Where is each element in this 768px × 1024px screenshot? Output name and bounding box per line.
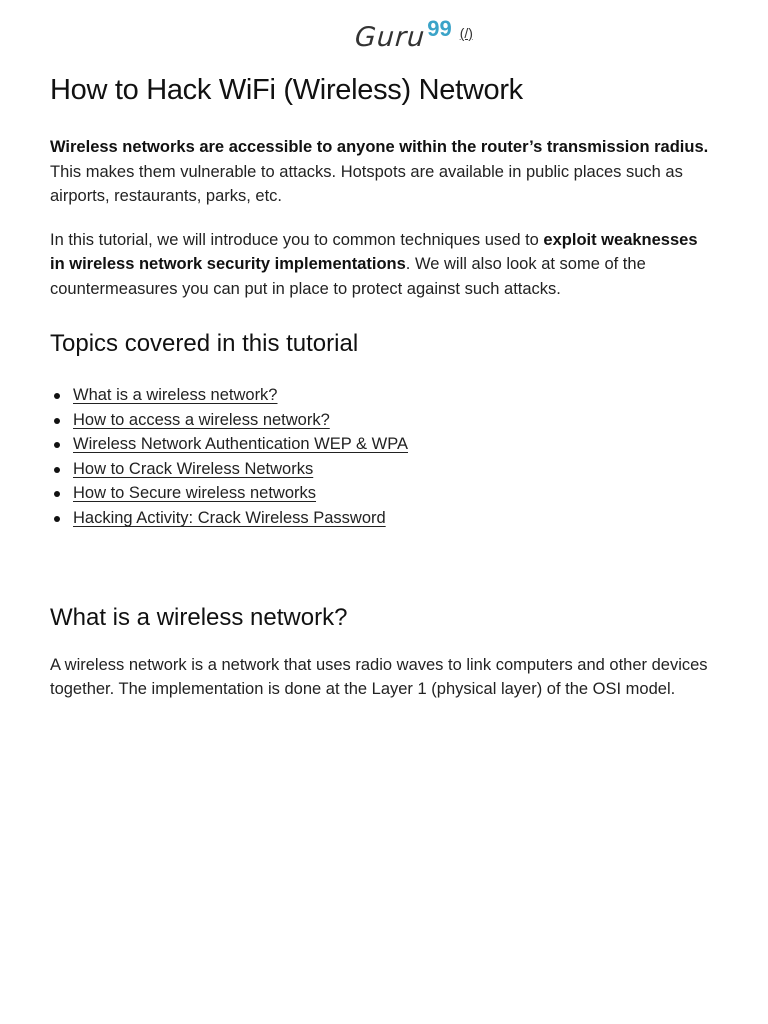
list-item [73,383,715,408]
logo-wordmark: Guru [353,22,427,53]
topic-link-secure-networks[interactable]: How to Secure wireless networks [73,484,317,503]
intro-bold-text: Wireless networks are accessible to anyone within the router’s transmission radius. [50,138,709,156]
list-item [73,457,715,482]
topic-link-authentication[interactable]: Wireless Network Authentication WEP & WPA [73,435,409,454]
topics-heading: Topics covered in this tutorial [50,330,359,357]
topic-link-hacking-activity[interactable]: Hacking Activity: Crack Wireless Password [73,508,386,527]
intro-text: This makes them vulnerable to attacks. Hotspots are available in public places such as airports, restaurants, parks, etc. [50,162,683,205]
list-item [73,481,715,506]
page-title: How to Hack WiFi (Wireless) Network [50,74,523,106]
topic-link-wireless-network[interactable]: What is a wireless network? [73,386,278,404]
topics-list [50,383,715,531]
section-paragraph: A wireless network is a network that uses radio waves to link computers and other devices together. The implementation is done at the Layer 1 (physical layer) of the OSI model. [50,655,708,699]
guru99-logo-link[interactable] [353,16,473,53]
logo-home-link-text[interactable]: (/) [459,25,473,41]
list-item [73,506,715,531]
tutorial-paragraph [50,228,715,302]
tutorial-text-start: In this tutorial, we will introduce you to common techniques used to [50,230,544,249]
list-item [73,408,715,433]
bullet-icon [54,467,60,473]
bullet-icon [54,491,60,497]
topic-link-crack-networks[interactable]: How to Crack Wireless Networks [73,459,314,478]
site-header [0,16,768,62]
tutorial-bold-text: exploit weaknesses in wireless network security implementations [50,230,698,273]
topic-link-access-network[interactable]: How to access a wireless network? [73,410,330,429]
bullet-icon [54,418,60,424]
list-item [73,432,715,457]
bullet-icon [54,442,60,448]
logo-number: 99 [427,16,452,41]
section-heading-wireless-network: What is a wireless network? [50,603,348,631]
tutorial-text-end: . We will also look at some of the countermeasures you can put in place to protect against such attacks. [50,255,646,298]
bullet-icon [54,516,60,522]
bullet-icon [54,393,60,399]
intro-paragraph [50,135,715,209]
article-content [50,70,715,721]
